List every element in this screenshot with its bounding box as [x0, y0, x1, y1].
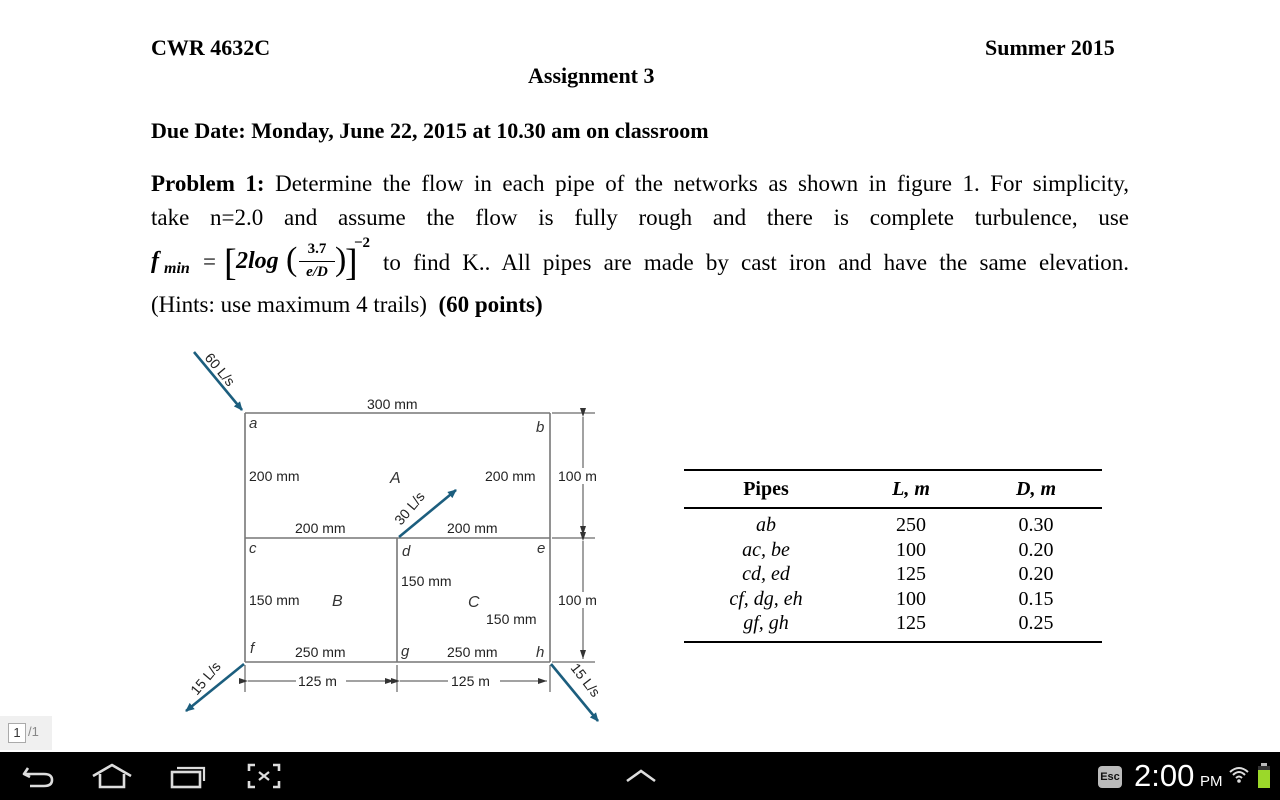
- label-inflow-d: 30 L/s: [391, 488, 428, 528]
- label-pipe-cf: 150 mm: [249, 592, 300, 608]
- formula-eq: =: [203, 249, 216, 274]
- label-pipe-gh: 250 mm: [447, 644, 498, 660]
- label-dim-right: 125 m: [451, 673, 490, 689]
- table-row: [684, 588, 1102, 612]
- clock-time: 2:00: [1134, 758, 1195, 793]
- formula-two-log: 2log: [236, 248, 279, 274]
- cell-length: 250: [896, 514, 926, 536]
- node-b: b: [536, 419, 545, 436]
- label-outflow-h: 15 L/s: [567, 659, 604, 700]
- loop-A: A: [390, 470, 401, 487]
- problem-text-1: Determine the flow in each pipe of the networks as shown in figure 1. For simplicity,: [275, 171, 1129, 196]
- table-rule-bottom: [684, 641, 1102, 643]
- formula-denominator: e/D: [306, 264, 328, 280]
- node-c: c: [249, 540, 257, 557]
- node-h: h: [536, 644, 545, 661]
- wifi-icon: [1228, 764, 1250, 786]
- term-label: Summer 2015: [985, 35, 1115, 60]
- label-pipe-ac: 200 mm: [249, 468, 300, 484]
- label-pipe-eh: 150 mm: [486, 611, 537, 627]
- cell-pipe: cf, dg, eh: [729, 588, 803, 610]
- problem-line-3: to find K.. All pipes are made by cast iron and have the same elevation.: [383, 250, 1129, 275]
- assignment-title: Assignment 3: [528, 63, 655, 88]
- course-code: CWR 4632C: [151, 35, 271, 60]
- label-dim-bottom: 100 m: [558, 592, 597, 608]
- cell-pipe: ac, be: [742, 539, 790, 561]
- friction-formula: [151, 236, 391, 288]
- system-nav-bar: [0, 752, 1280, 800]
- formula-paren-open: (: [286, 241, 298, 278]
- esc-key[interactable]: Esc: [1098, 766, 1122, 788]
- table-row: [684, 514, 1102, 538]
- due-date: Due Date: Monday, June 22, 2015 at 10.30 am on classroom: [151, 118, 709, 143]
- problem-line-2: take n=2.0 and assume the flow is fully rough and there is complete turbulence, use: [151, 205, 1129, 230]
- formula-bracket-open: [: [224, 242, 237, 284]
- battery-icon: [1257, 762, 1271, 790]
- loop-B: B: [332, 593, 343, 610]
- cell-diameter: 0.15: [1018, 588, 1054, 610]
- label-pipe-ab: 300 mm: [367, 396, 418, 412]
- cell-length: 100: [896, 588, 926, 610]
- points-label: (60 points): [438, 292, 543, 317]
- cell-pipe: cd, ed: [742, 563, 790, 585]
- node-g: g: [401, 643, 410, 660]
- home-icon[interactable]: [90, 762, 134, 790]
- hint-text: (Hints: use maximum 4 trails): [151, 292, 427, 317]
- table-rule-mid: [684, 507, 1102, 509]
- header-diameter: D, m: [1016, 478, 1056, 500]
- table-row: [684, 563, 1102, 587]
- chevron-up-icon[interactable]: [624, 766, 658, 786]
- node-d: d: [402, 543, 411, 560]
- formula-bracket-close: ]: [345, 242, 358, 284]
- formula-fraction-bar: [299, 261, 335, 262]
- header-pipes: Pipes: [743, 478, 789, 500]
- formula-sub: min: [164, 260, 190, 277]
- label-pipe-cd: 200 mm: [295, 520, 346, 536]
- problem-label: Problem 1:: [151, 171, 265, 196]
- label-inflow-a: 60 L/s: [201, 349, 239, 390]
- header-length: L, m: [892, 478, 930, 500]
- loop-C: C: [468, 594, 480, 611]
- cell-diameter: 0.30: [1018, 514, 1054, 536]
- formula-paren-close: ): [335, 241, 347, 278]
- pipe-network-figure: [150, 340, 650, 730]
- recent-apps-icon[interactable]: [168, 762, 208, 790]
- cell-length: 125: [896, 563, 926, 585]
- problem-line-1: [151, 167, 1129, 201]
- clock-ampm: PM: [1200, 773, 1223, 790]
- label-pipe-gf: 250 mm: [295, 644, 346, 660]
- cell-pipe: gf, gh: [743, 612, 789, 634]
- screenshot-icon[interactable]: [246, 762, 282, 790]
- label-pipe-be: 200 mm: [485, 468, 536, 484]
- formula-numerator: 3.7: [307, 241, 327, 257]
- label-pipe-dg: 150 mm: [401, 573, 452, 589]
- node-e: e: [537, 540, 546, 557]
- node-f: f: [250, 640, 255, 657]
- table-row: [684, 539, 1102, 563]
- table-rule-top: [684, 469, 1102, 471]
- cell-diameter: 0.20: [1018, 539, 1054, 561]
- label-dim-left: 125 m: [298, 673, 337, 689]
- cell-diameter: 0.25: [1018, 612, 1054, 634]
- table-header-row: [684, 478, 1102, 502]
- formula-exponent: −2: [354, 235, 371, 251]
- page-indicator[interactable]: [0, 716, 52, 750]
- cell-length: 125: [896, 612, 926, 634]
- table-row: [684, 612, 1102, 636]
- cell-pipe: ab: [756, 514, 776, 536]
- problem-line-4: [151, 288, 1129, 322]
- cell-length: 100: [896, 539, 926, 561]
- current-page[interactable]: 1: [8, 723, 26, 743]
- label-dim-top: 100 m: [558, 468, 597, 484]
- label-pipe-de: 200 mm: [447, 520, 498, 536]
- formula-f: f: [151, 248, 159, 274]
- total-pages: /1: [28, 724, 39, 739]
- label-outflow-f: 15 L/s: [187, 658, 224, 698]
- back-icon[interactable]: [20, 762, 56, 790]
- node-a: a: [249, 415, 258, 432]
- cell-diameter: 0.20: [1018, 563, 1054, 585]
